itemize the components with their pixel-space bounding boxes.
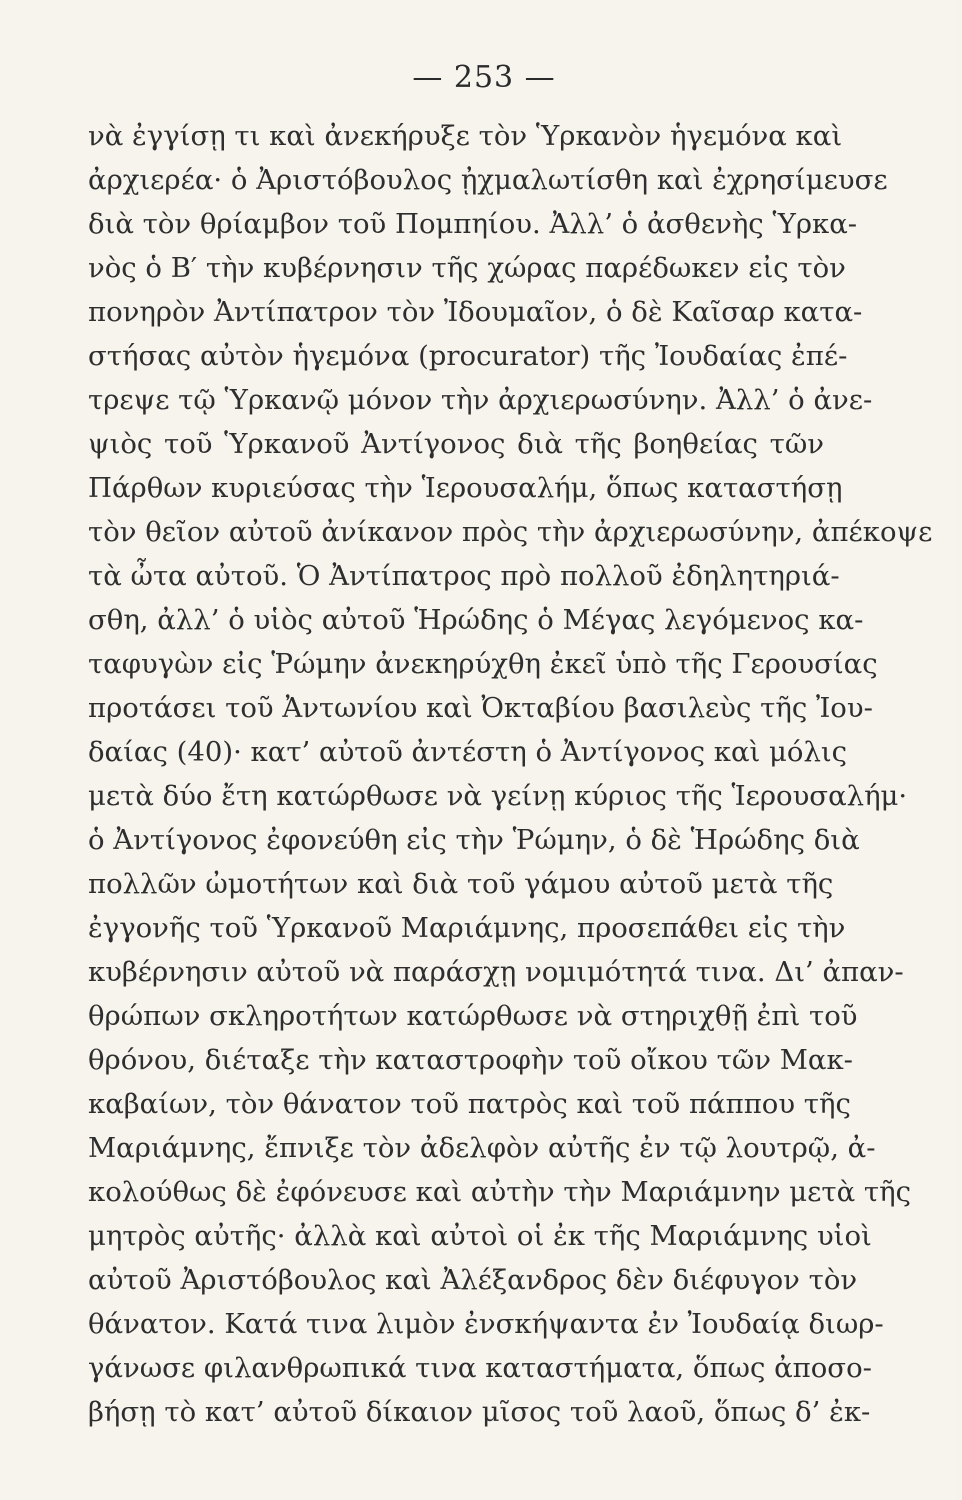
- text-line: κυβέρνησιν αὐτοῦ νὰ παράσχῃ νομιμότητά τινα. Δι’ ἀπαν-: [88, 956, 904, 988]
- text-line: Πάρθων κυριεύσας τὴν Ἱερουσαλήμ, ὅπως καταστήσῃ: [88, 472, 843, 504]
- text-line: στήσας αὐτὸν ἡγεμόνα (procurator) τῆς Ἰουδαίας ἐπέ-: [88, 340, 848, 372]
- text-line: νὸς ὁ Β′ τὴν κυβέρνησιν τῆς χώρας παρέδωκεν εἰς τὸν: [88, 252, 846, 284]
- text-line: τὰ ὦτα αὐτοῦ. Ὁ Ἀντίπατρος πρὸ πολλοῦ ἐδηλητηριά-: [88, 560, 840, 592]
- text-line: γάνωσε φιλανθρωπικά τινα καταστήματα, ὅπως ἀποσο-: [88, 1352, 872, 1384]
- text-line: μετὰ δύο ἔτη κατώρθωσε νὰ γείνῃ κύριος τῆς Ἱερουσαλήμ·: [88, 780, 908, 812]
- text-line: προτάσει τοῦ Ἀντωνίου καὶ Ὀκταβίου βασιλεὺς τῆς Ἰου-: [88, 692, 873, 724]
- text-line: πονηρὸν Ἀντίπατρον τὸν Ἰδουμαῖον, ὁ δὲ Καῖσαρ κατα-: [88, 296, 863, 328]
- text-line: ἀρχιερέα· ὁ Ἀριστόβουλος ᾐχμαλωτίσθη καὶ ἐχρησίμευσε: [88, 164, 888, 196]
- text-line: θρώπων σκληροτήτων κατώρθωσε νὰ στηριχθῇ ἐπὶ τοῦ: [88, 1000, 858, 1032]
- text-line: ταφυγὼν εἰς Ῥώμην ἀνεκηρύχθη ἐκεῖ ὑπὸ τῆς Γερουσίας: [88, 648, 878, 680]
- text-line: ἐγγονῆς τοῦ Ὑρκανοῦ Μαριάμνης, προσεπάθει εἰς τὴν: [88, 912, 846, 944]
- text-line: δαίας (40)· κατ’ αὐτοῦ ἀντέστη ὁ Ἀντίγονος καὶ μόλις: [88, 736, 848, 768]
- text-line: βήσῃ τὸ κατ’ αὐτοῦ δίκαιον μῖσος τοῦ λαοῦ, ὅπως δ’ ἐκ-: [88, 1396, 871, 1428]
- text-line: καβαίων, τὸν θάνατον τοῦ πατρὸς καὶ τοῦ πάππου τῆς: [88, 1088, 851, 1120]
- body-text: [88, 114, 933, 1434]
- text-line: θρόνου, διέταξε τὴν καταστροφὴν τοῦ οἴκου τῶν Μακ-: [88, 1044, 853, 1076]
- text-line: νὰ ἐγγίσῃ τι καὶ ἀνεκήρυξε τὸν Ὑρκανὸν ἡγεμόνα καὶ: [88, 120, 843, 152]
- page-number: — 253 —: [412, 60, 556, 95]
- text-line: τρεψε τῷ Ὑρκανῷ μόνον τὴν ἀρχιερωσύνην. Ἀλλ’ ὁ ἀνε-: [88, 384, 873, 416]
- text-line: τὸν θεῖον αὐτοῦ ἀνίκανον πρὸς τὴν ἀρχιερωσύνην, ἀπέκοψε: [88, 516, 933, 548]
- text-line: πολλῶν ὠμοτήτων καὶ διὰ τοῦ γάμου αὐτοῦ μετὰ τῆς: [88, 868, 834, 900]
- text-line: αὐτοῦ Ἀριστόβουλος καὶ Ἀλέξανδρος δὲν διέφυγον τὸν: [88, 1264, 858, 1296]
- text-line: Μαριάμνης, ἔπνιξε τὸν ἀδελφὸν αὐτῆς ἐν τῷ λουτρῷ, ἀ-: [88, 1132, 876, 1164]
- text-line: σθη, ἀλλ’ ὁ υἱὸς αὐτοῦ Ἡρώδης ὁ Μέγας λεγόμενος κα-: [88, 604, 864, 636]
- text-line: κολούθως δὲ ἐφόνευσε καὶ αὐτὴν τὴν Μαριάμνην μετὰ τῆς: [88, 1176, 912, 1208]
- text-line: διὰ τὸν θρίαμβον τοῦ Πομπηίου. Ἀλλ’ ὁ ἀσθενὴς Ὑρκα-: [88, 208, 858, 240]
- text-line: θάνατον. Κατά τινα λιμὸν ἐνσκήψαντα ἐν Ἰουδαίᾳ διωρ-: [88, 1308, 884, 1340]
- text-line: ὁ Ἀντίγονος ἐφονεύθη εἰς τὴν Ῥώμην, ὁ δὲ Ἡρώδης διὰ: [88, 824, 860, 856]
- text-line: μητρὸς αὐτῆς· ἀλλὰ καὶ αὐτοὶ οἱ ἐκ τῆς Μαριάμνης υἱοὶ: [88, 1220, 872, 1252]
- text-line: ψιὸς τοῦ Ὑρκανοῦ Ἀντίγονος διὰ τῆς βοηθείας τῶν: [88, 428, 824, 460]
